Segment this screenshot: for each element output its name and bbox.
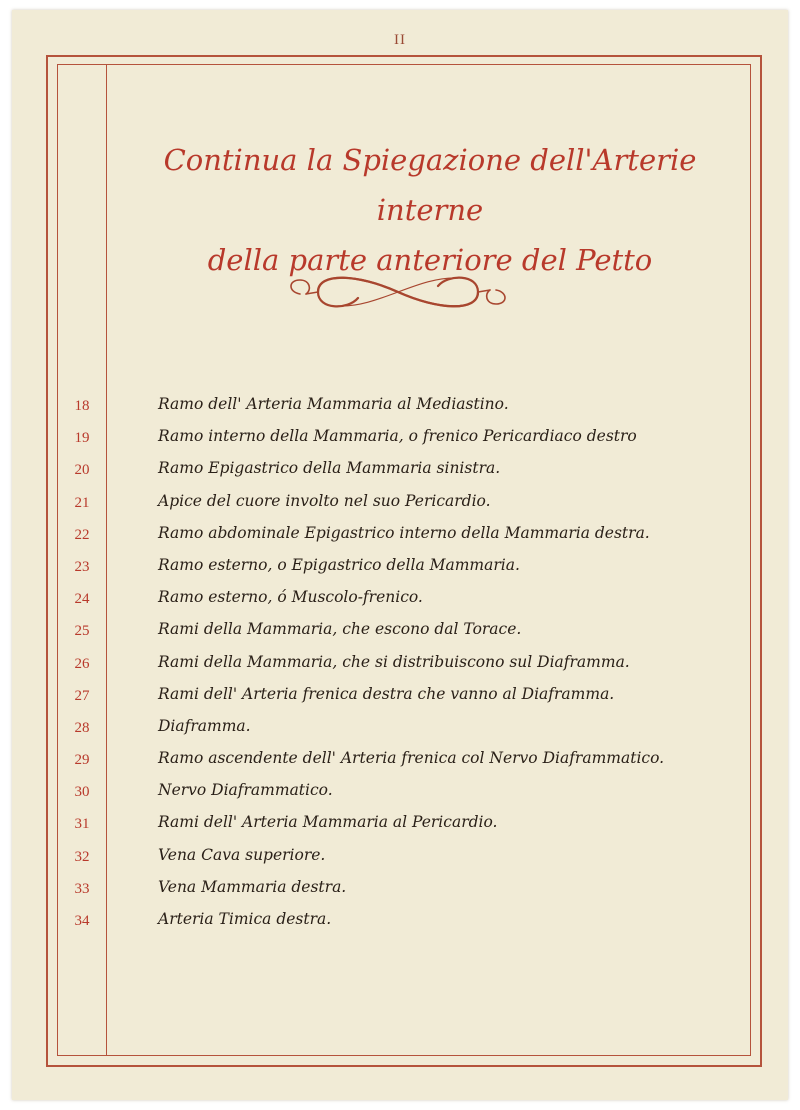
entry-text: Rami dell' Arteria Mammaria al Pericardio. <box>158 813 498 832</box>
entry-list <box>60 393 760 940</box>
list-item <box>60 683 760 715</box>
entry-number: 30 <box>74 784 90 801</box>
title-line-2: della parte anteriore del Petto <box>207 243 653 277</box>
entry-number: 33 <box>74 880 90 897</box>
list-item <box>60 811 760 843</box>
list-item <box>60 554 760 586</box>
list-item <box>60 747 760 779</box>
list-item <box>60 876 760 908</box>
list-item <box>60 393 760 425</box>
calligraphic-flourish-icon <box>278 262 518 322</box>
entry-number: 18 <box>74 398 90 414</box>
entry-text: Arteria Timica destra. <box>158 910 332 928</box>
entry-number: 31 <box>74 816 90 833</box>
entry-text: Vena Cava superiore. <box>158 845 326 864</box>
list-item <box>60 908 760 940</box>
title-line-1: Continua la Spiegazione dell'Arterie interne <box>163 143 697 227</box>
entry-number: 29 <box>74 752 90 769</box>
entry-number: 20 <box>74 462 90 479</box>
entry-number: 34 <box>74 913 90 929</box>
list-item <box>60 651 760 683</box>
entry-text: Ramo Epigastrico della Mammaria sinistra. <box>158 459 501 478</box>
entry-number: 25 <box>74 623 90 640</box>
entry-text: Ramo abdominale Epigastrico interno della Mammaria destra. <box>158 523 650 542</box>
entry-text: Rami della Mammaria, che si distribuiscono sul Diaframma. <box>158 652 630 671</box>
list-item <box>60 618 760 650</box>
entry-text: Diaframma. <box>158 716 251 735</box>
entry-number: 26 <box>74 655 90 672</box>
entry-text: Nervo Diaframmatico. <box>158 781 333 800</box>
list-item <box>60 715 760 747</box>
entry-number: 21 <box>74 494 90 511</box>
entry-number: 24 <box>74 591 90 608</box>
entry-number: 27 <box>74 687 90 704</box>
entry-text: Vena Mammaria destra. <box>158 877 347 896</box>
entry-text: Ramo esterno, ó Muscolo-frenico. <box>158 588 423 607</box>
entry-number: 22 <box>74 526 90 543</box>
list-item <box>60 779 760 811</box>
list-item <box>60 457 760 489</box>
entry-text: Ramo dell' Arteria Mammaria al Mediastino. <box>158 395 509 413</box>
entry-text: Rami dell' Arteria frenica destra che vanno al Diaframma. <box>158 684 615 703</box>
entry-number: 32 <box>74 848 90 865</box>
list-item <box>60 586 760 618</box>
entry-text: Ramo interno della Mammaria, o frenico Pericardiaco destro <box>158 427 637 446</box>
entry-number: 23 <box>74 558 90 575</box>
entry-text: Ramo ascendente dell' Arteria frenica col Nervo Diaframmatico. <box>158 749 665 768</box>
entry-text: Rami della Mammaria, che escono dal Torace. <box>158 620 522 639</box>
list-item <box>60 844 760 876</box>
list-item <box>60 425 760 457</box>
list-item <box>60 522 760 554</box>
page-number: II <box>394 32 406 48</box>
entry-number: 19 <box>74 430 90 447</box>
entry-text: Apice del cuore involto nel suo Pericardio. <box>158 491 491 510</box>
entry-text: Ramo esterno, o Epigastrico della Mammaria. <box>158 555 520 574</box>
entry-number: 28 <box>74 719 90 736</box>
list-item <box>60 490 760 522</box>
